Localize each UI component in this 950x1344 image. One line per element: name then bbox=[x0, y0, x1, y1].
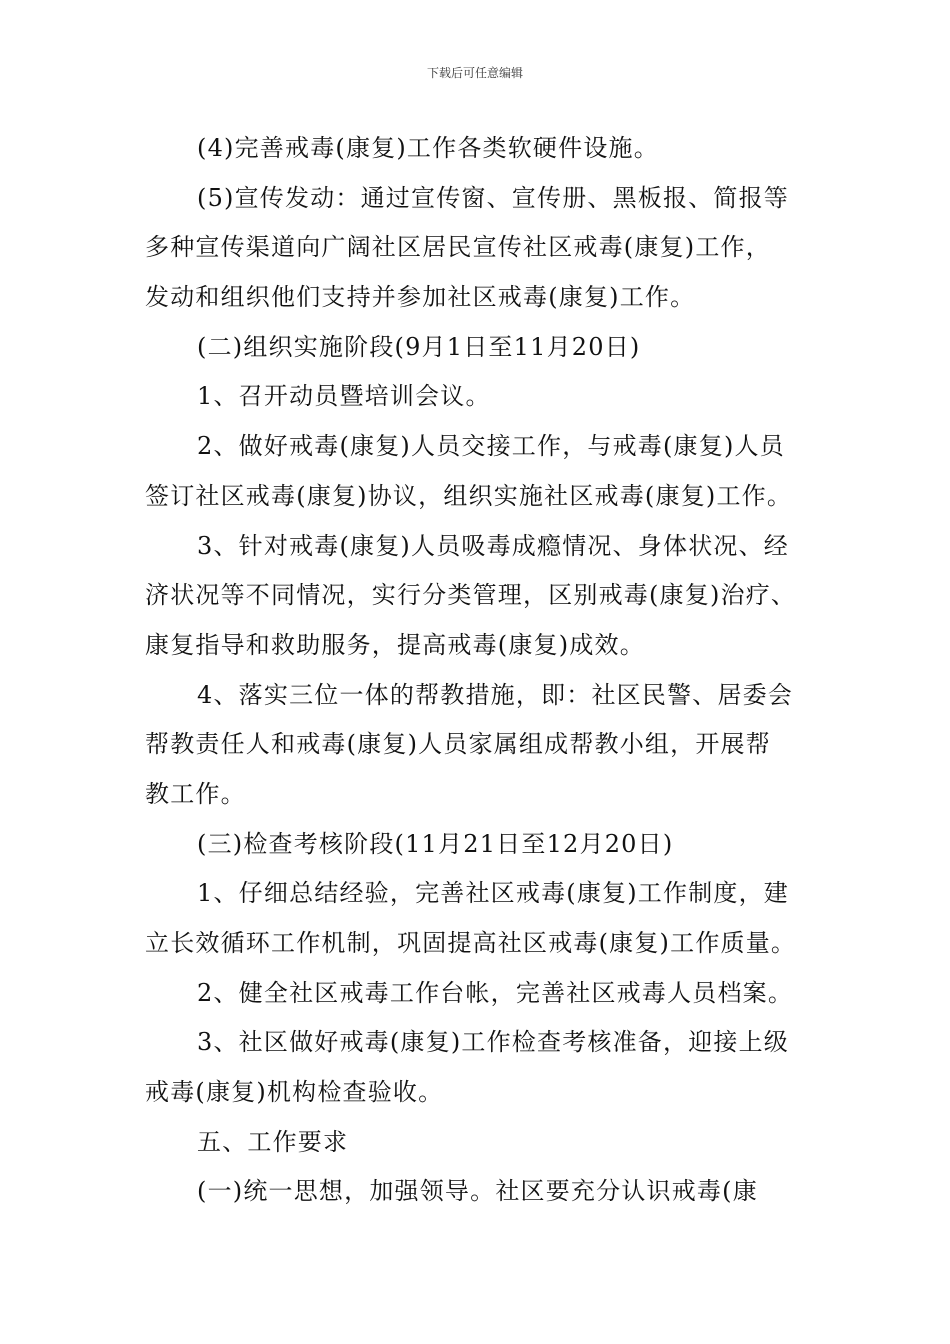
paragraph-line: 签订社区戒毒(康复)协议，组织实施社区戒毒(康复)工作。 bbox=[145, 481, 793, 510]
paragraph-line: 2、做好戒毒(康复)人员交接工作，与戒毒(康复)人员 bbox=[197, 432, 785, 461]
paragraph-line: 帮教责任人和戒毒(康复)人员家属组成帮教小组，开展帮 bbox=[145, 730, 771, 759]
paragraph-line: 1、仔细总结经验，完善社区戒毒(康复)工作制度，建 bbox=[197, 879, 789, 908]
paragraph-line: (4)完善戒毒(康复)工作各类软硬件设施。 bbox=[197, 134, 659, 162]
paragraph-line: 3、社区做好戒毒(康复)工作检查考核准备，迎接上级 bbox=[197, 1028, 789, 1057]
paragraph-line: 2、健全社区戒毒工作台帐，完善社区戒毒人员档案。 bbox=[197, 978, 794, 1007]
paragraph-line: 济状况等不同情况，实行分类管理，区别戒毒(康复)治疗、 bbox=[145, 581, 797, 610]
paragraph-line: 多种宣传渠道向广阔社区居民宣传社区戒毒(康复)工作， bbox=[145, 233, 771, 262]
section-heading: (三)检查考核阶段(11月21日至12月20日) bbox=[197, 829, 674, 858]
section-heading: (二)组织实施阶段(9月1日至11月20日) bbox=[197, 332, 641, 361]
paragraph-line: 康复指导和救助服务，提高戒毒(康复)成效。 bbox=[145, 630, 645, 659]
paragraph-line: 发动和组织他们支持并参加社区戒毒(康复)工作。 bbox=[145, 283, 696, 312]
paragraph-line: (5)宣传发动：通过宣传窗、宣传册、黑板报、简报等 bbox=[197, 183, 789, 212]
document-body bbox=[145, 124, 810, 1217]
paragraph-line: 戒毒(康复)机构检查验收。 bbox=[145, 1078, 444, 1107]
paragraph-line: 4、落实三位一体的帮教措施，即：社区民警、居委会 bbox=[197, 680, 794, 709]
paragraph-line: 教工作。 bbox=[145, 779, 246, 808]
paragraph-line: 3、针对戒毒(康复)人员吸毒成瘾情况、身体状况、经 bbox=[197, 531, 789, 560]
section-heading: 五、工作要求 bbox=[197, 1127, 349, 1156]
paragraph-line: 立长效循环工作机制，巩固提高社区戒毒(康复)工作质量。 bbox=[145, 929, 797, 957]
paragraph-line: 1、召开动员暨培训会议。 bbox=[197, 382, 491, 411]
page-header: 下载后可任意编辑 bbox=[426, 66, 523, 80]
paragraph-line: (一)统一思想，加强领导。社区要充分认识戒毒(康 bbox=[197, 1177, 758, 1206]
